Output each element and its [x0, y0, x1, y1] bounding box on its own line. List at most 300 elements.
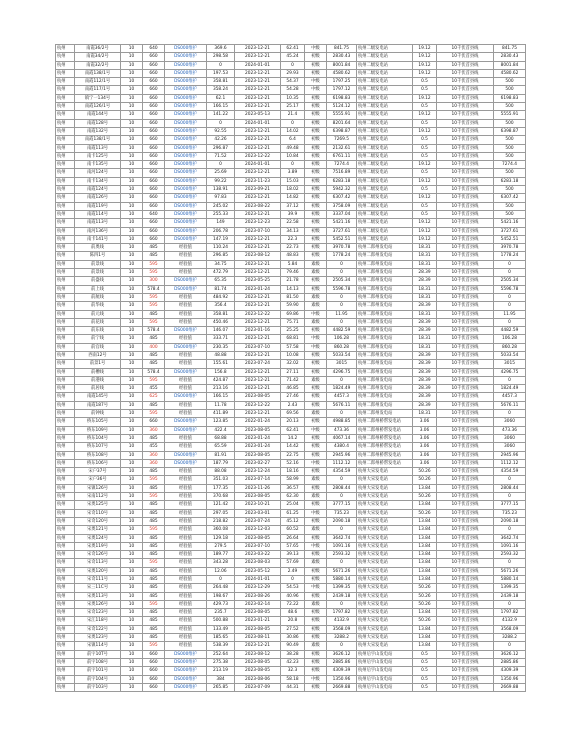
cell-ratio: 50.26: [413, 617, 437, 625]
cell-feeder: 10千伏首县线: [437, 219, 494, 227]
cell-region: 杭州: [56, 235, 75, 243]
cell-grade: 初级: [305, 617, 327, 625]
cell-date: 2023-12-21: [235, 53, 281, 61]
cell-amount: 206.78: [207, 227, 235, 235]
cell-date: 2023-11-26: [235, 484, 281, 492]
table-row: [56, 418, 526, 426]
cell-feeder: 10千伏首县线: [437, 61, 494, 69]
cell-voltage: 10: [121, 169, 143, 177]
cell-total: 6398.87: [494, 127, 526, 135]
cell-voltage: 10: [121, 269, 143, 277]
cell-voltage: 10: [121, 235, 143, 243]
cell-ratio: 3.06: [413, 443, 437, 451]
cell-rate: 59.90: [281, 302, 305, 310]
cell-total: 3777.15: [494, 501, 526, 509]
cell-line-name: 前槽线: [75, 368, 121, 376]
cell-ratio: 0.5: [413, 186, 437, 194]
table-row: [56, 69, 526, 77]
cell-value: 0: [327, 559, 357, 567]
cell-value: 8201.64: [327, 119, 357, 127]
cell-feeder: 10千伏首县线: [437, 501, 494, 509]
cell-region: 杭州: [56, 202, 75, 210]
cell-ratio: 0.5: [413, 78, 437, 86]
cell-ratio: 3.06: [413, 451, 437, 459]
cell-station: 杭州大宋发电站: [357, 517, 413, 525]
cell-station: 杭州二级发电站: [357, 144, 413, 152]
cell-capacity: 595: [143, 476, 165, 484]
cell-line-name: 前奥线: [75, 244, 121, 252]
cell-feeder: 10千伏首县线: [437, 285, 494, 293]
cell-value: 3337.04: [327, 210, 357, 218]
cell-value: 3970.78: [327, 244, 357, 252]
cell-station: 杭州大宋发电站: [357, 634, 413, 642]
cell-feeder: 10千伏首县线: [437, 559, 494, 567]
cell-grade: 初级: [305, 551, 327, 559]
table-row: [56, 667, 526, 675]
cell-region: 杭州: [56, 360, 75, 368]
cell-amount: 121.42: [207, 501, 235, 509]
cell-maintenance-type: 经验值: [165, 310, 207, 318]
cell-value: 1399.35: [327, 584, 357, 592]
cell-region: 杭州: [56, 210, 75, 218]
cell-grade: 素级: [305, 493, 327, 501]
cell-maintenance-type: 经验值: [165, 592, 207, 600]
cell-voltage: 10: [121, 177, 143, 185]
cell-total: 500: [494, 86, 526, 94]
cell-date: 2023-12-29: [235, 584, 281, 592]
cell-ratio: 19.12: [413, 69, 437, 77]
cell-rate: 52.16: [281, 459, 305, 467]
cell-grade: 初级: [305, 650, 327, 658]
cell-capacity: 595: [143, 260, 165, 268]
cell-amount: 360.08: [207, 526, 235, 534]
cell-voltage: 10: [121, 86, 143, 94]
cell-capacity: 595: [143, 318, 165, 326]
cell-station: 杭州大宋发电站: [357, 576, 413, 584]
cell-region: 杭州: [56, 443, 75, 451]
cell-total: 106.28: [494, 335, 526, 343]
cell-voltage: 10: [121, 426, 143, 434]
cell-rate: 32.02: [281, 360, 305, 368]
cell-maintenance-type: DS000维护: [165, 219, 207, 227]
cell-grade: 素级: [305, 302, 327, 310]
cell-voltage: 10: [121, 393, 143, 401]
cell-grade: 初级: [305, 592, 327, 600]
cell-total: 3060: [494, 434, 526, 442]
table-row: [56, 260, 526, 268]
cell-amount: 384: [207, 675, 235, 683]
cell-station: 杭州二级发电站: [357, 127, 413, 135]
cell-total: 6198.83: [494, 94, 526, 102]
cell-ratio: 19.12: [413, 45, 437, 53]
table-row: [56, 600, 526, 608]
cell-feeder: 10千伏首县线: [437, 451, 494, 459]
cell-maintenance-type: 经验值: [165, 584, 207, 592]
cell-value: 1350.96: [327, 675, 357, 683]
cell-maintenance-type: DS000维护: [165, 667, 207, 675]
cell-feeder: 10千伏首县线: [437, 658, 494, 666]
table-row: [56, 526, 526, 534]
cell-feeder: 10千伏首县线: [437, 410, 494, 418]
cell-region: 杭州: [56, 534, 75, 542]
cell-value: 6283.18: [327, 177, 357, 185]
cell-line-name: 宋奇126号: [75, 551, 121, 559]
cell-voltage: 10: [121, 584, 143, 592]
cell-amount: 198.67: [207, 592, 235, 600]
cell-feeder: 10千伏首县线: [437, 310, 494, 318]
cell-line-name: 宋奇120号: [75, 517, 121, 525]
cell-maintenance-type: DS000维护: [165, 53, 207, 61]
cell-date: 2023-12-21: [235, 410, 281, 418]
cell-voltage: 10: [121, 517, 143, 525]
cell-amount: 484.92: [207, 293, 235, 301]
cell-maintenance-type: 经验值: [165, 293, 207, 301]
cell-line-name: 前景线: [75, 269, 121, 277]
cell-region: 杭州: [56, 517, 75, 525]
cell-feeder: 10千伏首县线: [437, 675, 494, 683]
cell-station: 杭州大宋发电站: [357, 534, 413, 542]
cell-amount: 68.88: [207, 434, 235, 442]
cell-date: 2023-07-10: [235, 227, 281, 235]
cell-voltage: 10: [121, 459, 143, 467]
cell-feeder: 10千伏首县线: [437, 617, 494, 625]
cell-date: 2023-12-21: [235, 260, 281, 268]
cell-total: 0: [494, 600, 526, 608]
cell-total: 0: [494, 376, 526, 384]
cell-line-name: 南霞113号: [75, 144, 121, 152]
cell-feeder: 10千伏首县线: [437, 592, 494, 600]
cell-ratio: 0.5: [413, 667, 437, 675]
cell-amount: 189.77: [207, 551, 235, 559]
table-row: [56, 136, 526, 144]
cell-feeder: 10千伏首县线: [437, 476, 494, 484]
cell-total: 3060: [494, 443, 526, 451]
cell-line-name: 桥东107号: [75, 443, 121, 451]
cell-maintenance-type: 经验值: [165, 542, 207, 550]
cell-voltage: 10: [121, 675, 143, 683]
cell-total: 0: [494, 476, 526, 484]
cell-station: 杭州后宇山发电站: [357, 683, 413, 691]
cell-station: 杭州二级发电站: [357, 169, 413, 177]
cell-total: 1824.49: [494, 385, 526, 393]
cell-capacity: 660: [143, 418, 165, 426]
cell-voltage: 10: [121, 667, 143, 675]
cell-feeder: 10千伏首县线: [437, 360, 494, 368]
cell-feeder: 10千伏首县线: [437, 683, 494, 691]
cell-value: 6761.11: [327, 152, 357, 160]
cell-grade: 中级: [305, 343, 327, 351]
cell-region: 杭州: [56, 161, 75, 169]
cell-ratio: 0.5: [413, 658, 437, 666]
cell-capacity: 595: [143, 376, 165, 384]
cell-feeder: 10千伏首县线: [437, 227, 494, 235]
cell-date: 2023-12-21: [235, 368, 281, 376]
cell-amount: 34.75: [207, 260, 235, 268]
cell-ratio: 19.12: [413, 53, 437, 61]
cell-region: 杭州: [56, 434, 75, 442]
cell-region: 杭州: [56, 269, 75, 277]
cell-rate: 10.08: [281, 351, 305, 359]
cell-amount: 265.85: [207, 683, 235, 691]
cell-feeder: 10千伏首县线: [437, 551, 494, 559]
cell-voltage: 10: [121, 542, 143, 550]
cell-region: 杭州: [56, 493, 75, 501]
cell-rate: 0: [281, 576, 305, 584]
cell-region: 杭州: [56, 675, 75, 683]
cell-amount: 296.85: [207, 252, 235, 260]
cell-ratio: 19.12: [413, 161, 437, 169]
cell-line-name: 南霞138/1号: [75, 69, 121, 77]
cell-station: 杭州大宋发电站: [357, 617, 413, 625]
cell-amount: 42.26: [207, 136, 235, 144]
cell-ratio: 0.5: [413, 144, 437, 152]
cell-date: 2023-08-05: [235, 625, 281, 633]
cell-total: 841.75: [494, 45, 526, 53]
cell-date: 2023-12-23: [235, 219, 281, 227]
cell-station: 杭州二级发电站: [357, 53, 413, 61]
cell-maintenance-type: DS000维护: [165, 451, 207, 459]
cell-station: 杭州二级发电站: [357, 219, 413, 227]
cell-date: 2023-12-22: [235, 401, 281, 409]
cell-region: 杭州: [56, 609, 75, 617]
cell-maintenance-type: DS000维护: [165, 675, 207, 683]
cell-amount: 92.55: [207, 127, 235, 135]
table-row: [56, 252, 526, 260]
cell-station: 杭州二级发电站: [357, 186, 413, 194]
cell-value: 106.28: [327, 335, 357, 343]
cell-line-name: 宋户36号: [75, 476, 121, 484]
cell-line-name: 前花线: [75, 318, 121, 326]
cell-line-name: 宋奥126号: [75, 600, 121, 608]
cell-value: 4988.85: [327, 418, 357, 426]
table-row: [56, 683, 526, 691]
cell-capacity: 595: [143, 526, 165, 534]
table-row: [56, 78, 526, 86]
cell-region: 杭州: [56, 418, 75, 426]
cell-capacity: 660: [143, 144, 165, 152]
table-row: [56, 169, 526, 177]
cell-voltage: 10: [121, 136, 143, 144]
cell-region: 杭州: [56, 476, 75, 484]
cell-voltage: 10: [121, 127, 143, 135]
cell-line-name: 南卡134号: [75, 177, 121, 185]
cell-capacity: 660: [143, 53, 165, 61]
cell-value: 1797.12: [327, 86, 357, 94]
cell-date: 2024-01-01: [235, 161, 281, 169]
cell-date: 2023-12-21: [235, 293, 281, 301]
cell-station: 杭州二郎州桥帮发电站: [357, 443, 413, 451]
cell-line-name: 前元线: [75, 310, 121, 318]
cell-grade: 初级: [305, 327, 327, 335]
cell-line-name: 镇宁一134号: [75, 94, 121, 102]
cell-grade: 初级: [305, 202, 327, 210]
cell-grade: 初级: [305, 227, 327, 235]
cell-region: 杭州: [56, 111, 75, 119]
data-table: [55, 44, 526, 692]
cell-voltage: 10: [121, 368, 143, 376]
cell-region: 杭州: [56, 658, 75, 666]
cell-voltage: 10: [121, 327, 143, 335]
cell-region: 杭州: [56, 559, 75, 567]
cell-ratio: 0.5: [413, 119, 437, 127]
cell-value: 4296.75: [327, 368, 357, 376]
cell-rate: 15.03: [281, 177, 305, 185]
cell-date: 2024-01-01: [235, 61, 281, 69]
cell-station: 杭州大宋发电站: [357, 468, 413, 476]
cell-value: 5124.12: [327, 103, 357, 111]
cell-grade: 初级: [305, 111, 327, 119]
cell-amount: 358.24: [207, 86, 235, 94]
cell-value: 2593.32: [327, 551, 357, 559]
cell-voltage: 10: [121, 559, 143, 567]
cell-station: 杭州二级发电站: [357, 78, 413, 86]
cell-rate: 5.84: [281, 260, 305, 268]
cell-grade: 中级: [305, 78, 327, 86]
cell-station: 杭州大宋发电站: [357, 526, 413, 534]
cell-line-name: 南卡125号: [75, 152, 121, 160]
cell-region: 杭州: [56, 260, 75, 268]
cell-value: 3568.09: [327, 625, 357, 633]
table-row: [56, 584, 526, 592]
cell-line-name: 前官线: [75, 343, 121, 351]
cell-voltage: 10: [121, 600, 143, 608]
cell-value: 11.95: [327, 310, 357, 318]
cell-value: 7274.4: [327, 161, 357, 169]
cell-maintenance-type: 经验值: [165, 244, 207, 252]
cell-maintenance-type: DS000维护: [165, 61, 207, 69]
cell-station: 杭州二郎州桥帮发电站: [357, 426, 413, 434]
cell-grade: 初级: [305, 451, 327, 459]
cell-voltage: 10: [121, 318, 143, 326]
cell-station: 杭州二级发电站: [357, 61, 413, 69]
cell-amount: 296.87: [207, 144, 235, 152]
cell-amount: 197.53: [207, 69, 235, 77]
cell-value: 2505.34: [327, 277, 357, 285]
cell-grade: 中级: [305, 335, 327, 343]
cell-amount: 358.81: [207, 78, 235, 86]
cell-rate: 27.46: [281, 393, 305, 401]
table-row: [56, 86, 526, 94]
table-row: [56, 559, 526, 567]
cell-value: 5421.16: [327, 219, 357, 227]
cell-station: 杭州二级发电站: [357, 194, 413, 202]
cell-grade: 初级: [305, 285, 327, 293]
cell-grade: 初级: [305, 567, 327, 575]
cell-grade: 初级: [305, 517, 327, 525]
table-row: [56, 227, 526, 235]
cell-total: 5421.16: [494, 219, 526, 227]
cell-feeder: 10千伏首县线: [437, 526, 494, 534]
cell-rate: 3.89: [281, 169, 305, 177]
cell-maintenance-type: DS000维护: [165, 194, 207, 202]
cell-amount: 0: [207, 61, 235, 69]
cell-value: 1112.12: [327, 459, 357, 467]
cell-total: 0: [494, 642, 526, 650]
cell-amount: 147.19: [207, 235, 235, 243]
cell-ratio: 0.5: [413, 86, 437, 94]
cell-maintenance-type: 经验值: [165, 509, 207, 517]
cell-feeder: 10千伏首县线: [437, 509, 494, 517]
cell-rate: 40.96: [281, 592, 305, 600]
cell-total: 2945.96: [494, 451, 526, 459]
cell-date: 2023-08-06: [235, 675, 281, 683]
cell-total: 0: [494, 302, 526, 310]
cell-capacity: 660: [143, 177, 165, 185]
cell-ratio: 19.12: [413, 61, 437, 69]
cell-value: 2090.18: [327, 517, 357, 525]
cell-grade: 初级: [305, 360, 327, 368]
cell-capacity: 660: [143, 650, 165, 658]
cell-grade: 中级: [305, 675, 327, 683]
cell-total: 0: [494, 493, 526, 501]
cell-region: 杭州: [56, 244, 75, 252]
table-row: [56, 642, 526, 650]
cell-value: 5452.51: [327, 235, 357, 243]
cell-maintenance-type: 经验值: [165, 517, 207, 525]
cell-rate: 44.31: [281, 683, 305, 691]
cell-line-name: 宋户37号: [75, 468, 121, 476]
cell-ratio: 13.84: [413, 542, 437, 550]
cell-maintenance-type: 经验值: [165, 600, 207, 608]
cell-maintenance-type: DS000维护: [165, 285, 207, 293]
cell-ratio: 13.84: [413, 534, 437, 542]
table-row: [56, 360, 526, 368]
table-row: [56, 335, 526, 343]
cell-grade: 初级: [305, 368, 327, 376]
cell-date: 2023-12-21: [235, 642, 281, 650]
cell-grade: 初级: [305, 401, 327, 409]
cell-grade: 初级: [305, 351, 327, 359]
cell-voltage: 10: [121, 277, 143, 285]
cell-grade: 初级: [305, 576, 327, 584]
cell-amount: 149: [207, 219, 235, 227]
cell-region: 杭州: [56, 401, 75, 409]
cell-voltage: 10: [121, 410, 143, 418]
cell-region: 杭州: [56, 634, 75, 642]
cell-value: 3758.09: [327, 202, 357, 210]
cell-line-name: 陈四1号: [75, 252, 121, 260]
cell-feeder: 10千伏首县线: [437, 194, 494, 202]
cell-line-name: 前居线: [75, 385, 121, 393]
cell-feeder: 10千伏首县线: [437, 368, 494, 376]
cell-line-name: 前景线: [75, 260, 121, 268]
cell-ratio: 19.12: [413, 235, 437, 243]
cell-feeder: 10千伏首县线: [437, 393, 494, 401]
cell-region: 杭州: [56, 277, 75, 285]
cell-rate: 62.41: [281, 45, 305, 53]
cell-total: 2808.44: [494, 484, 526, 492]
cell-maintenance-type: 经验值: [165, 567, 207, 575]
cell-station: 杭州大宋发电站: [357, 609, 413, 617]
table-row: [56, 634, 526, 642]
cell-rate: 25.04: [281, 501, 305, 509]
cell-voltage: 10: [121, 161, 143, 169]
cell-amount: 450.46: [207, 318, 235, 326]
cell-rate: 27.11: [281, 368, 305, 376]
cell-value: 0: [327, 493, 357, 501]
cell-maintenance-type: 经验值: [165, 302, 207, 310]
cell-value: 735.23: [327, 509, 357, 517]
cell-line-name: 宋奥113号: [75, 592, 121, 600]
cell-station: 杭州二级发电站: [357, 119, 413, 127]
cell-maintenance-type: DS000维护: [165, 136, 207, 144]
spreadsheet-page: [55, 44, 525, 692]
cell-capacity: 660: [143, 69, 165, 77]
cell-station: 杭州大宋发电站: [357, 509, 413, 517]
cell-date: 2023-05-25: [235, 277, 281, 285]
cell-date: 2023-12-21: [235, 194, 281, 202]
cell-value: 3727.61: [327, 227, 357, 235]
